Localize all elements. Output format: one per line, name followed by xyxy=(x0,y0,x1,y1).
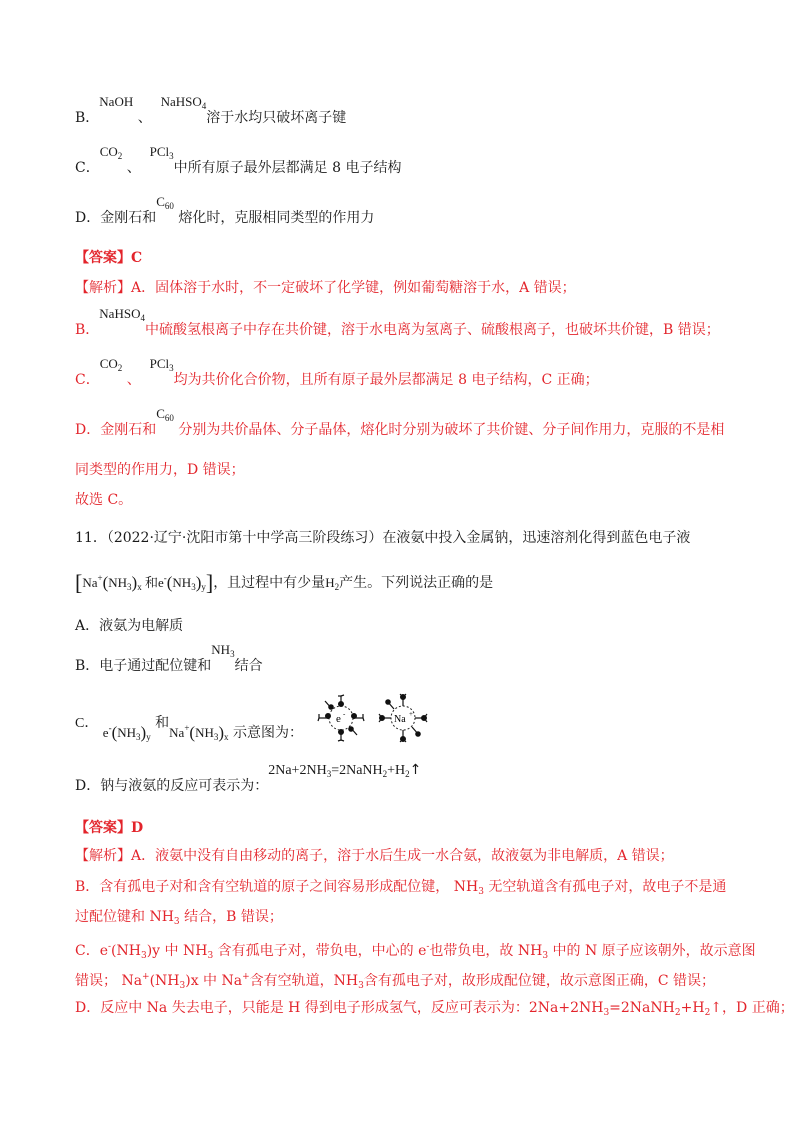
explanation-2-c1: C．$e^-(NH_3)y$ 中 $NH_3$ 含有孤电子对，带负电，中心的 e-也带负电，故 $NH_3$ 中的 N 原子应该朝外，故示意图 xyxy=(75,942,756,961)
option-11-d: D．钠与液氨的反应可表示为：$2Na+2NH_3=2NaNH_2+H_2↑$ xyxy=(75,762,422,794)
option-d: D．金刚石和$C_{60}$ 熔化时，克服相同类型的作用力 xyxy=(75,194,375,226)
svg-text:e: e xyxy=(336,713,341,725)
explanation-1-d-cont: 同类型的作用力，D 错误； xyxy=(75,462,245,478)
solvation-diagram xyxy=(316,692,428,744)
option-b: B．NaOH 、 NaHSO$_4$溶于水均只破坏离子键 xyxy=(75,94,347,126)
explanation-2-d: D．反应中 Na 失去电子，只能是 H 得到电子形成氢气，反应可表示为：$2Na+2NH_3=2NaNH_2+H_2↑$，D 正确； xyxy=(75,1000,794,1018)
answer-1: 【答案】C xyxy=(75,250,143,266)
explanation-1-d: D．金刚石和$C_{60}$ 分别为共价晶体、分子晶体，熔化时分别为破坏了共价键、分子间作用力，克服的不是相 xyxy=(75,406,725,438)
option-11-c: C． $e^-(NH_3)_y$ 和$Na^+(NH_3)_x$ 示意图为： xyxy=(75,715,303,742)
answer-2: 【答案】D xyxy=(75,820,144,836)
question-11-head: 11．（2022·辽宁·沈阳市第十中学高三阶段练习）在液氨中投入金属钠，迅速溶剂化得到蓝色电子液 xyxy=(75,530,691,546)
sodium-cluster xyxy=(379,694,427,742)
explanation-1-a: 【解析】A．固体溶于水时，不一定破坏了化学键，例如葡萄糖溶于水，A 错误； xyxy=(75,280,576,296)
svg-text:-: - xyxy=(343,710,346,718)
question-11-line2: [$Na^+(NH_3)_x$ 和$e^-(NH_3)_y$]，且过程中有少量$H_2$产生。下列说法正确的是 xyxy=(75,570,494,595)
explanation-2-b1: B．含有孤电子对和含有空轨道的原子之间容易形成配位键， $NH_3$ 无空轨道含有孤电子对，故电子不是通 xyxy=(75,879,727,897)
option-c: C．$CO_2$ 、 PCl$_3$中所有原子最外层都满足 8 电子结构 xyxy=(75,144,402,176)
option-11-a: A．液氨为电解质 xyxy=(75,618,184,634)
explanation-1-conclusion: 故选 C。 xyxy=(75,492,133,508)
explanation-1-c: C．$CO_2$ 、 PCl$_3$均为共价化合价物，且所有原子最外层都满足 8 电子结构，C 正确； xyxy=(75,356,599,388)
svg-text:+: + xyxy=(409,710,413,718)
electron-cluster xyxy=(318,695,364,741)
explanation-1-b: B．NaHSO$_4$中硫酸氢根离子中存在共价键，溶于水电离为氢离子、硫酸根离子，也破坏共价键，B 错误； xyxy=(75,306,720,338)
explanation-2-b2: 过配位键和 $NH_3$ 结合，B 错误； xyxy=(75,909,283,927)
explanation-2-c2: 错误； $Na^+(NH_3)x$ 中 Na+含有空轨道，$NH_3$含有孤电子对，故形成配位键，故示意图正确，C 错误； xyxy=(75,972,716,991)
option-11-b: B．电子通过配位键和$NH_3$结合 xyxy=(75,642,263,674)
svg-text:Na: Na xyxy=(394,714,406,725)
explanation-2-a: 【解析】A．液氨中没有自由移动的离子，溶于水后生成一水合氨，故液氨为非电解质，A 错误； xyxy=(75,848,674,864)
